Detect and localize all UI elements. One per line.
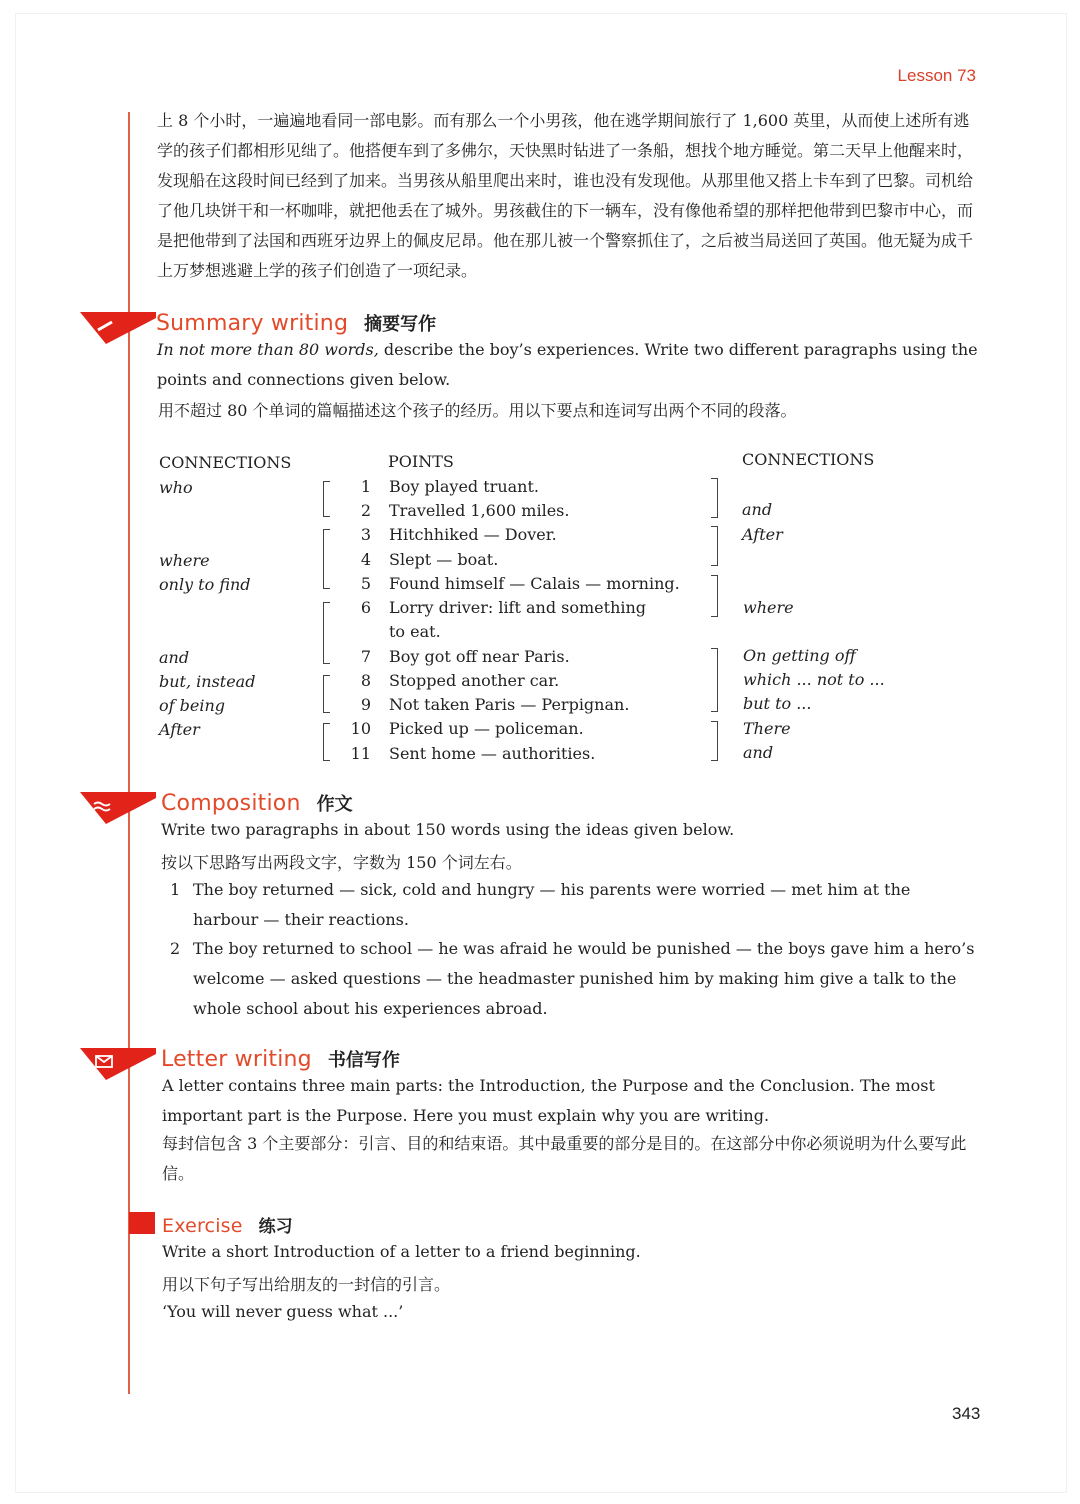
- point-number: 1: [360, 477, 371, 496]
- letter-text: A letter contains three main parts: the Introduction, the Purpose and the Conclusion. The most important part is the Purpose. Here you must explain why you are writing.: [162, 1076, 935, 1125]
- summary-instruction: [157, 335, 979, 395]
- right-bracket: [711, 526, 718, 566]
- point-text: Stopped another car.: [389, 671, 560, 690]
- left-connection: who: [159, 478, 193, 497]
- composition-item-text: The boy returned — sick, cold and hungry — his parents were worried — met him at the harbour — their reactions.: [193, 880, 911, 929]
- left-connections-header: CONNECTIONS: [159, 453, 292, 472]
- exercise-instruction-zh: 用以下句子写出给朋友的一封信的引言。: [162, 1275, 451, 1294]
- composition-item-number: 1: [170, 880, 181, 899]
- left-connection: only to find: [159, 575, 251, 594]
- point-number: 8: [360, 671, 371, 690]
- composition-item-number: 2: [170, 939, 181, 958]
- right-bracket: [711, 575, 718, 617]
- left-connection: of being: [159, 696, 226, 715]
- composition-title-en: Composition: [161, 791, 301, 816]
- point-text: Picked up — policeman.: [389, 719, 584, 738]
- composition-heading: [161, 790, 353, 816]
- composition-item: [170, 875, 980, 935]
- point-text: Slept — boat.: [389, 550, 499, 569]
- envelope-icon: [76, 1046, 158, 1082]
- point-text: to eat.: [389, 622, 441, 641]
- left-bracket: [323, 675, 330, 713]
- composition-instruction: Write two paragraphs in about 150 words using the ideas given below.: [161, 820, 735, 839]
- exercise-title-zh: 练习: [258, 1217, 293, 1237]
- exercise-title-en: Exercise: [162, 1215, 243, 1237]
- left-bracket: [323, 481, 330, 517]
- point-text: Travelled 1,600 miles.: [389, 501, 570, 520]
- point-number: 2: [360, 501, 371, 520]
- left-bracket: [323, 529, 330, 589]
- right-connections-header: CONNECTIONS: [742, 450, 875, 469]
- summary-instruction-italic: In not more than 80 words,: [157, 340, 379, 359]
- point-text: Hitchhiked — Dover.: [389, 525, 557, 544]
- pencil-icon: [76, 310, 158, 346]
- point-number: 11: [350, 744, 371, 763]
- point-number: 5: [360, 574, 371, 593]
- margin-rule: [128, 112, 130, 1394]
- point-text: Not taken Paris — Perpignan.: [389, 695, 630, 714]
- point-number: 3: [360, 525, 371, 544]
- right-connection: which ... not to ...: [743, 670, 885, 689]
- point-text: Boy got off near Paris.: [389, 647, 570, 666]
- composition-title-zh: 作文: [316, 794, 353, 815]
- composition-item-text: The boy returned to school — he was afraid he would be punished — the boys gave him a hero’s welcome — asked questions — the headmaster punished him by making him give a talk to the whole school about his experiences abroad.: [193, 939, 975, 1018]
- point-text: Boy played truant.: [389, 477, 539, 496]
- exercise-quote: ‘You will never guess what ...’: [162, 1302, 404, 1321]
- left-connection: After: [159, 720, 200, 739]
- intro-paragraph: 上 8 个小时，一遍遍地看同一部电影。而有那么一个小男孩，他在逃学期间旅行了 1,600 英里，从而使上述所有逃学的孩子们都相形见绌了。他搭便车到了多佛尔，天快黑时钻进了一条船，想找个地方睡觉。第二天早上他醒来时，发现船在这段时间已经到了加来。当男孩从船里爬出来时，谁也没有发现他。从那里他又搭上卡车到了巴黎。司机给了他几块饼干和一杯咖啡，就把他丢在了城外。男孩截住的下一辆车，没有像他希望的那样把他带到巴黎市中心，而是把他带到了法国和西班牙边界上的佩皮尼昂。他在那儿被一个警察抓住了，之后被当局送回了英国。他无疑为成千上万梦想逃避上学的孩子们创造了一项纪录。: [157, 111, 974, 280]
- letter-heading: [161, 1046, 400, 1072]
- point-text: Lorry driver: lift and something: [389, 598, 647, 617]
- composition-item: [170, 934, 980, 1024]
- page-number: 343: [952, 1404, 981, 1423]
- right-connection: After: [742, 525, 783, 544]
- waves-icon: [76, 790, 158, 826]
- summary-instruction-zh: 用不超过 80 个单词的篇幅描述这个孩子的经历。用以下要点和连词写出两个不同的段落。: [158, 401, 797, 420]
- right-connection: and: [742, 500, 773, 519]
- exercise-heading: [162, 1212, 293, 1237]
- summary-title-zh: 摘要写作: [364, 314, 437, 335]
- summary-instruction-rest: describe the boy’s experiences. Write two different paragraphs using the points and connections given below.: [157, 340, 978, 389]
- letter-title-en: Letter writing: [161, 1047, 312, 1072]
- left-connection: where: [159, 551, 210, 570]
- left-connection: and: [159, 648, 190, 667]
- point-number: 10: [350, 719, 371, 738]
- exercise-instruction: Write a short Introduction of a letter to a friend beginning.: [162, 1242, 641, 1261]
- right-bracket: [711, 648, 718, 712]
- right-bracket: [711, 478, 718, 518]
- summary-heading: [156, 310, 436, 336]
- point-text: Found himself — Calais — morning.: [389, 574, 680, 593]
- right-connection: and: [743, 743, 774, 762]
- point-number: 6: [360, 598, 371, 617]
- summary-title-en: Summary writing: [156, 311, 349, 336]
- left-connection: but, instead: [159, 672, 256, 691]
- left-bracket: [323, 723, 330, 761]
- composition-instruction-zh: 按以下思路写出两段文字，字数为 150 个词左右。: [161, 853, 522, 872]
- letter-text-zh: 每封信包含 3 个主要部分：引言、目的和结束语。其中最重要的部分是目的。在这部分中你必须说明为什么要写此信。: [162, 1134, 967, 1183]
- point-number: 4: [360, 550, 371, 569]
- points-header: POINTS: [388, 452, 454, 471]
- right-connection: where: [743, 598, 794, 617]
- left-bracket: [323, 602, 330, 664]
- lesson-label: Lesson 73: [897, 66, 976, 85]
- right-connection: There: [743, 719, 791, 738]
- point-text: Sent home — authorities.: [389, 744, 596, 763]
- right-connection: On getting off: [743, 646, 856, 665]
- right-bracket: [711, 721, 718, 761]
- right-connection: but to ...: [743, 694, 812, 713]
- point-number: 9: [360, 695, 371, 714]
- letter-title-zh: 书信写作: [327, 1050, 400, 1071]
- exercise-marker: [129, 1212, 155, 1234]
- point-number: 7: [360, 647, 371, 666]
